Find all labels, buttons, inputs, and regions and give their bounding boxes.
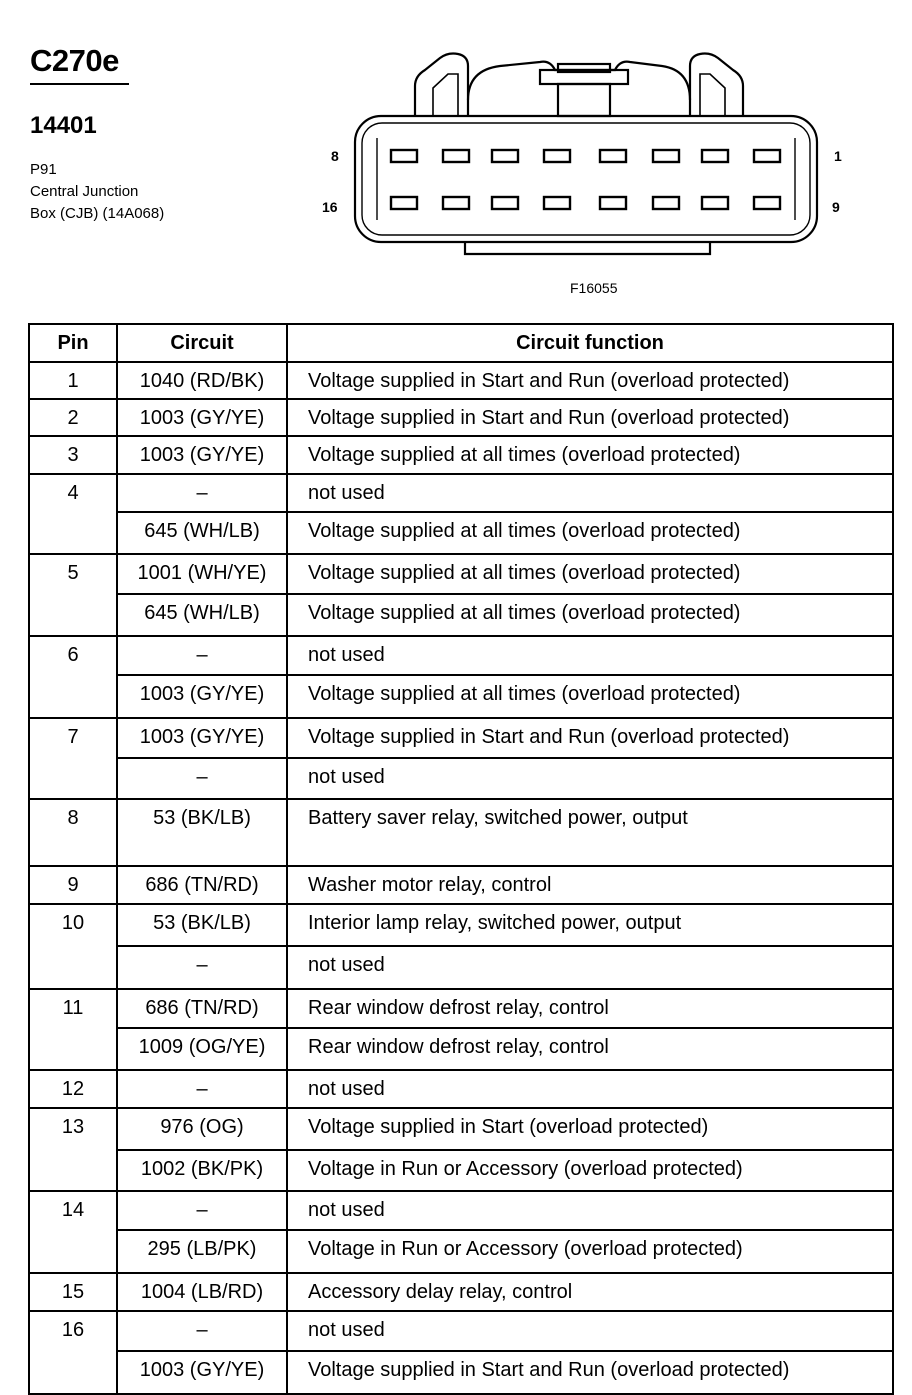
title-underline (30, 83, 129, 85)
cavity-13 (544, 197, 570, 209)
function-cell: Voltage supplied in Start and Run (overload protected) (287, 399, 893, 436)
cavity-7 (443, 150, 469, 162)
pin-number: 2 (29, 399, 117, 436)
circuit-cell: – (117, 1191, 287, 1230)
table-row (29, 362, 893, 399)
table-row (29, 436, 893, 474)
cavity-4 (600, 150, 626, 162)
circuit-cell: 1040 (RD/BK) (117, 362, 287, 399)
function-cell: Voltage supplied at all times (overload protected) (287, 554, 893, 594)
table-row (29, 594, 893, 636)
table-row (29, 1230, 893, 1273)
table-row (29, 904, 893, 946)
table-row (29, 474, 893, 512)
pin-label-1: 1 (834, 148, 842, 164)
function-cell: not used (287, 1191, 893, 1230)
table-header-row (29, 324, 893, 362)
table-row (29, 1028, 893, 1070)
circuit-cell: 53 (BK/LB) (117, 799, 287, 866)
table-row (29, 675, 893, 718)
circuit-cell: – (117, 474, 287, 512)
function-cell: Voltage supplied in Start (overload protected) (287, 1108, 893, 1150)
pin-number: 4 (29, 474, 117, 554)
header-circuit: Circuit (117, 324, 287, 362)
circuit-cell: 295 (LB/PK) (117, 1230, 287, 1273)
table-row (29, 399, 893, 436)
function-cell: Rear window defrost relay, control (287, 989, 893, 1028)
circuit-cell: 53 (BK/LB) (117, 904, 287, 946)
cavity-11 (653, 197, 679, 209)
function-cell: Voltage supplied in Start and Run (overload protected) (287, 362, 893, 399)
function-cell: Voltage supplied at all times (overload protected) (287, 436, 893, 474)
circuit-cell: 686 (TN/RD) (117, 989, 287, 1028)
pin-number: 12 (29, 1070, 117, 1108)
pin-number: 8 (29, 799, 117, 866)
circuit-cell: – (117, 1070, 287, 1108)
function-cell: Voltage supplied in Start and Run (overload protected) (287, 1351, 893, 1394)
cavity-16 (391, 197, 417, 209)
circuit-cell: 1003 (GY/YE) (117, 718, 287, 758)
pin-number: 9 (29, 866, 117, 904)
circuit-cell: 1003 (GY/YE) (117, 675, 287, 718)
circuit-cell: 1001 (WH/YE) (117, 554, 287, 594)
cavity-1 (754, 150, 780, 162)
function-cell: not used (287, 758, 893, 799)
function-cell: Voltage in Run or Accessory (overload protected) (287, 1150, 893, 1191)
circuit-cell: 645 (WH/LB) (117, 594, 287, 636)
function-cell: Battery saver relay, switched power, output (287, 799, 893, 866)
figure-label: F16055 (570, 280, 618, 296)
table-row (29, 718, 893, 758)
function-cell: Voltage supplied at all times (overload protected) (287, 675, 893, 718)
pin-number: 13 (29, 1108, 117, 1191)
header-function: Circuit function (287, 324, 893, 362)
function-cell: not used (287, 1070, 893, 1108)
circuit-cell: 1003 (GY/YE) (117, 1351, 287, 1394)
function-cell: not used (287, 636, 893, 675)
table-row (29, 758, 893, 799)
table-row (29, 1070, 893, 1108)
table-row (29, 989, 893, 1028)
pin-number: 7 (29, 718, 117, 799)
description-line: Central Junction (30, 183, 139, 200)
table-row (29, 866, 893, 904)
function-cell: not used (287, 946, 893, 989)
table-body (29, 362, 893, 1394)
function-cell: Voltage supplied at all times (overload protected) (287, 512, 893, 554)
circuit-cell: 1002 (BK/PK) (117, 1150, 287, 1191)
pin-number: 3 (29, 436, 117, 474)
cavity-6 (492, 150, 518, 162)
function-cell: Rear window defrost relay, control (287, 1028, 893, 1070)
circuit-cell: 976 (OG) (117, 1108, 287, 1150)
cavity-2 (702, 150, 728, 162)
table-row (29, 1311, 893, 1351)
circuit-cell: – (117, 1311, 287, 1351)
cavity-5 (544, 150, 570, 162)
table-row (29, 1351, 893, 1394)
function-cell: Interior lamp relay, switched power, output (287, 904, 893, 946)
table-row (29, 554, 893, 594)
pin-number: 6 (29, 636, 117, 718)
cavity-10 (702, 197, 728, 209)
function-cell: Voltage supplied in Start and Run (overload protected) (287, 718, 893, 758)
circuit-cell: 1009 (OG/YE) (117, 1028, 287, 1070)
cavity-15 (443, 197, 469, 209)
table-row (29, 1150, 893, 1191)
pin-number: 16 (29, 1311, 117, 1394)
pin-number: 15 (29, 1273, 117, 1311)
table-row (29, 1108, 893, 1150)
pinout-table (28, 323, 894, 1395)
cavity-14 (492, 197, 518, 209)
table-row (29, 1191, 893, 1230)
connector-diagram (340, 40, 830, 265)
pin-label-8: 8 (331, 148, 339, 164)
cavity-9 (754, 197, 780, 209)
circuit-cell: 645 (WH/LB) (117, 512, 287, 554)
pin-number: 1 (29, 362, 117, 399)
description-line: P91 (30, 161, 57, 178)
pin-number: 14 (29, 1191, 117, 1273)
table-row (29, 512, 893, 554)
table-row (29, 636, 893, 675)
pin-label-9: 9 (832, 199, 840, 215)
circuit-cell: 686 (TN/RD) (117, 866, 287, 904)
function-cell: not used (287, 1311, 893, 1351)
circuit-cell: 1003 (GY/YE) (117, 399, 287, 436)
function-cell: Accessory delay relay, control (287, 1273, 893, 1311)
pin-number: 10 (29, 904, 117, 989)
pin-number: 5 (29, 554, 117, 636)
table-row (29, 799, 893, 866)
circuit-cell: 1004 (LB/RD) (117, 1273, 287, 1311)
description-line: Box (CJB) (14A068) (30, 205, 165, 222)
circuit-cell: – (117, 636, 287, 675)
header-pin: Pin (29, 324, 117, 362)
function-cell: Washer motor relay, control (287, 866, 893, 904)
circuit-cell: – (117, 946, 287, 989)
table-row (29, 946, 893, 989)
function-cell: not used (287, 474, 893, 512)
table-row (29, 1273, 893, 1311)
cavity-12 (600, 197, 626, 209)
part-number: 14401 (30, 112, 97, 139)
cavity-3 (653, 150, 679, 162)
pin-label-16: 16 (322, 199, 338, 215)
circuit-cell: – (117, 758, 287, 799)
pin-number: 11 (29, 989, 117, 1070)
connector-title: C270e (30, 43, 119, 78)
cavity-8 (391, 150, 417, 162)
function-cell: Voltage supplied at all times (overload protected) (287, 594, 893, 636)
circuit-cell: 1003 (GY/YE) (117, 436, 287, 474)
function-cell: Voltage in Run or Accessory (overload protected) (287, 1230, 893, 1273)
